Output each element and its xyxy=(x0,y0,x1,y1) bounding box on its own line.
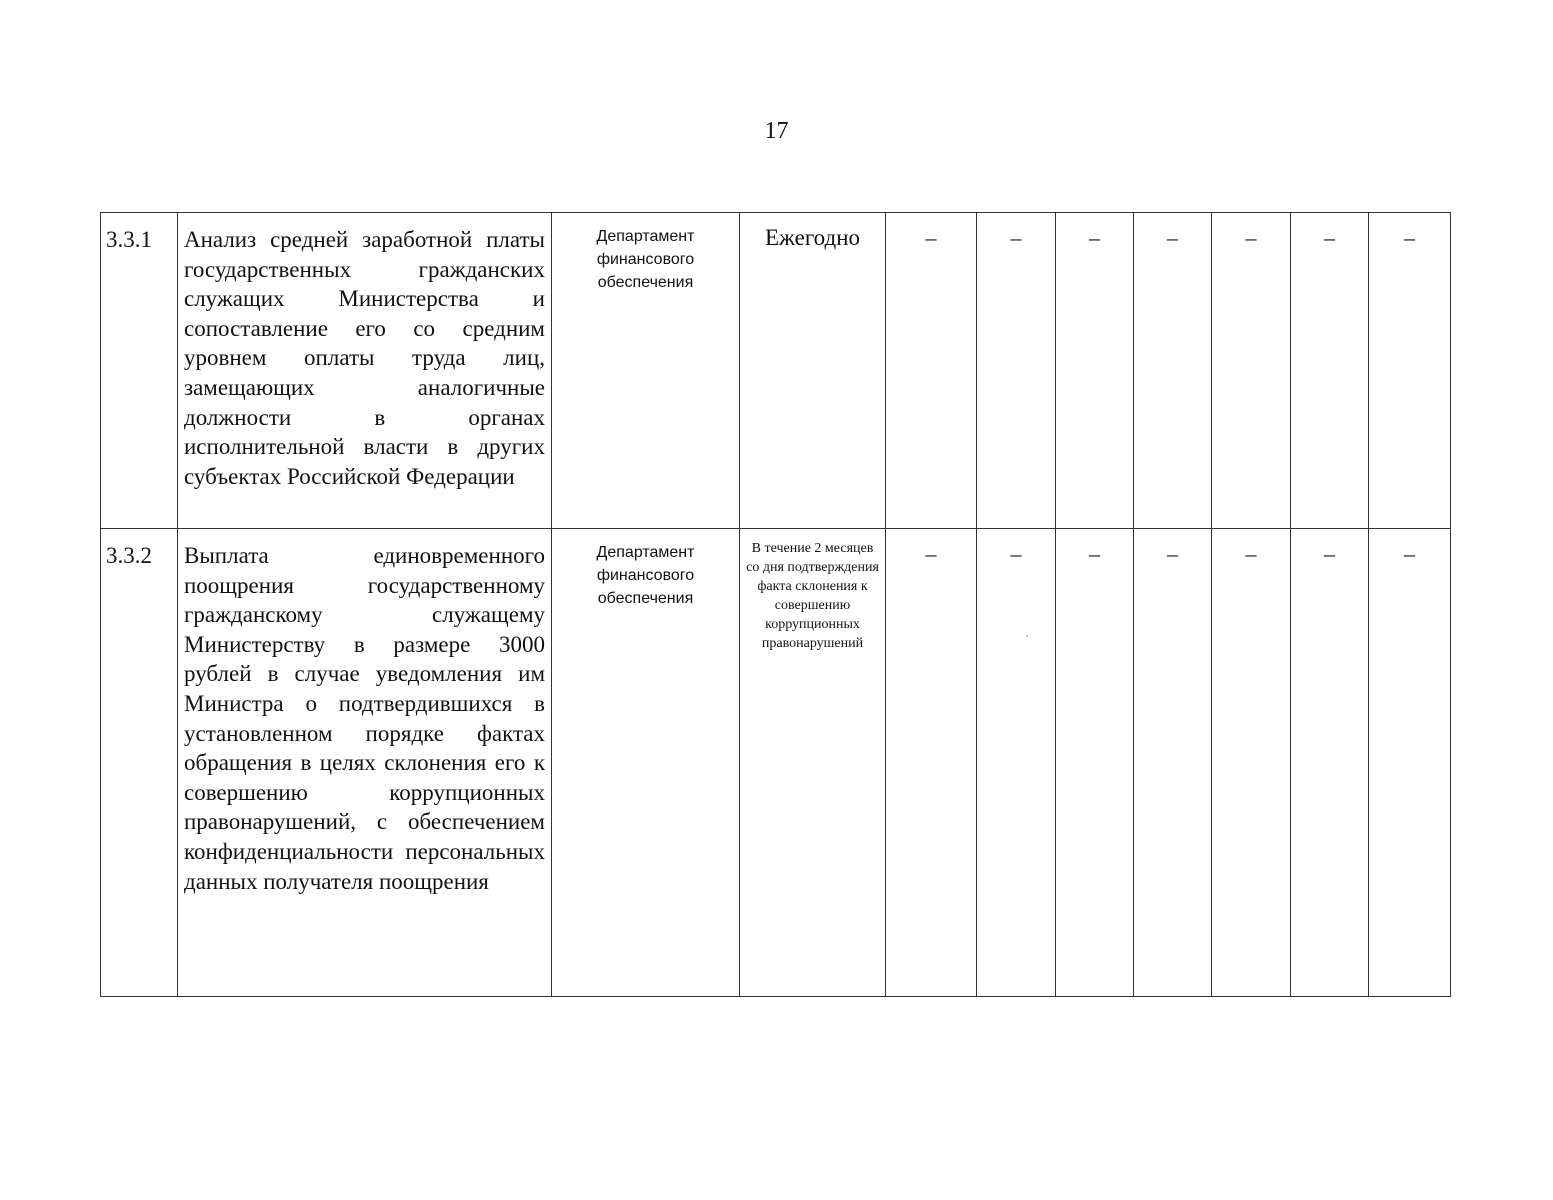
table-row xyxy=(101,213,1451,529)
table-row xyxy=(101,529,1451,997)
responsible-department: Департамент финансового обеспечения xyxy=(552,529,740,997)
execution-period: В течение 2 месяцев со дня подтверждения факта склонения к совершению коррупционных правонарушений xyxy=(740,529,886,997)
scan-speck xyxy=(1026,635,1028,637)
value-cell: – xyxy=(1212,529,1291,997)
value-cell: – xyxy=(1134,529,1212,997)
value-cell: – xyxy=(1291,529,1369,997)
value-cell: – xyxy=(977,529,1056,997)
value-cell: – xyxy=(1369,529,1451,997)
measure-description: Выплата единовременного поощрения государственному гражданскому служащему Министерству в размере 3000 рублей в случае уведомления им Министра о подтвердившихся в установленном порядке фактах обращения в целях склонения его к совершению коррупционных правонарушений, с обеспечением конфиденциальности персональных данных получателя поощрения xyxy=(178,529,552,997)
row-number: 3.3.2 xyxy=(101,529,178,997)
page-number: 17 xyxy=(764,118,789,144)
execution-period: Ежегодно xyxy=(740,213,886,529)
value-cell: – xyxy=(1056,529,1134,997)
value-cell: – xyxy=(1212,213,1291,529)
responsible-department: Департамент финансового обеспечения xyxy=(552,213,740,529)
value-cell: – xyxy=(1056,213,1134,529)
measure-description: Анализ средней заработной платы государственных гражданских служащих Министерства и сопоставление его со средним уровнем оплаты труда лиц, замещающих аналогичные должности в органах исполнительной власти в других субъектах Российской Федерации xyxy=(178,213,552,529)
row-number: 3.3.1 xyxy=(101,213,178,529)
value-cell: – xyxy=(886,529,977,997)
value-cell: – xyxy=(886,213,977,529)
measures-table xyxy=(100,212,1451,997)
value-cell: – xyxy=(1369,213,1451,529)
value-cell: – xyxy=(1134,213,1212,529)
value-cell: – xyxy=(1291,213,1369,529)
value-cell: – xyxy=(977,213,1056,529)
